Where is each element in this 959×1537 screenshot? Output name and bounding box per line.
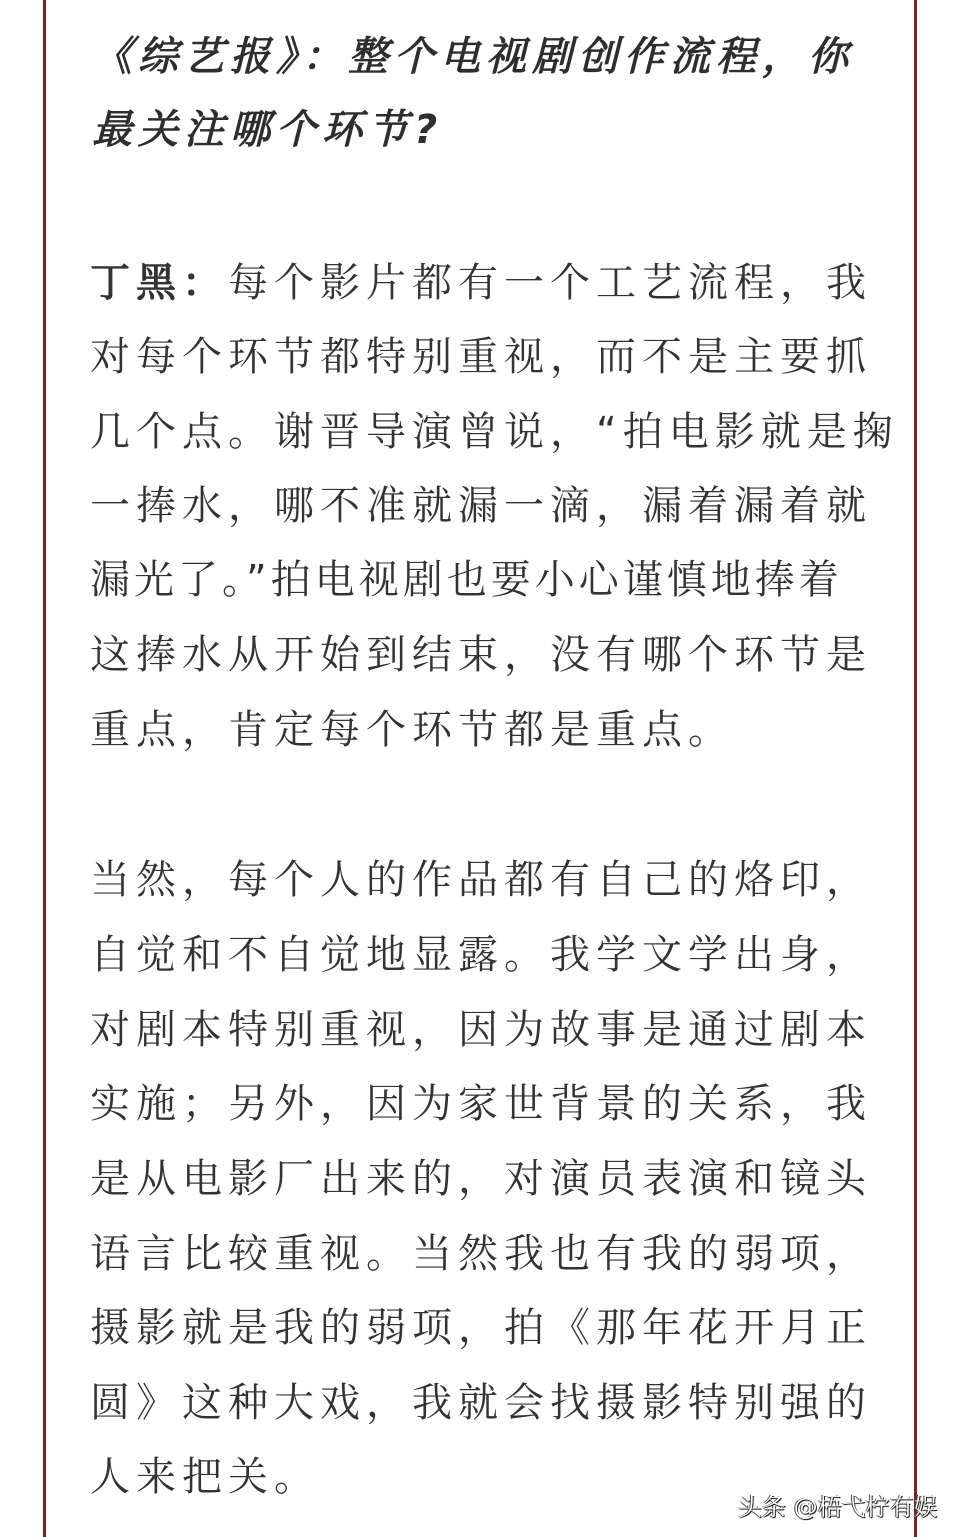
question-title-line-2: 最关注哪个环节? xyxy=(92,107,444,153)
paragraph-line: 当然，每个人的作品都有自己的烙印， xyxy=(90,857,872,903)
question-title-line-1: 《综艺报》：整个电视剧创作流程，你 xyxy=(92,34,854,80)
answer-line: 漏光了。”拍电视剧也要小心谨慎地捧着 xyxy=(90,557,843,603)
answer-line: 这捧水从开始到结束，没有哪个环节是 xyxy=(90,632,872,678)
answer-line: 重点，肯定每个环节都是重点。 xyxy=(90,707,734,753)
watermark: 头条 @梧弋柠有娱 xyxy=(738,1493,938,1521)
right-border xyxy=(914,0,917,1537)
paragraph-line: 语言比较重视。当然我也有我的弱项， xyxy=(90,1231,872,1277)
left-border xyxy=(43,0,46,1537)
answer-line xyxy=(90,258,872,308)
paragraph-line: 圆》这种大戏，我就会找摄影特别强的 xyxy=(90,1380,872,1426)
paragraph-line: 是从电影厂出来的，对演员表演和镜头 xyxy=(90,1156,872,1202)
answer-line: 对每个环节都特别重视，而不是主要抓 xyxy=(90,334,872,380)
speaker-name: 丁黑： xyxy=(90,260,228,306)
answer-text: 每个影片都有一个工艺流程，我 xyxy=(228,260,872,306)
paragraph-line: 自觉和不自觉地显露。我学文学出身， xyxy=(90,932,872,978)
answer-line: 几个点。谢晋导演曾说，“拍电影就是掬 xyxy=(90,409,899,455)
answer-line: 一捧水，哪不准就漏一滴，漏着漏着就 xyxy=(90,483,872,529)
paragraph-line: 人来把关。 xyxy=(90,1454,320,1500)
paragraph-line: 对剧本特别重视，因为故事是通过剧本 xyxy=(90,1007,872,1053)
paragraph-line: 实施；另外，因为家世背景的关系，我 xyxy=(90,1081,872,1127)
paragraph-line: 摄影就是我的弱项，拍《那年花开月正 xyxy=(90,1305,872,1351)
